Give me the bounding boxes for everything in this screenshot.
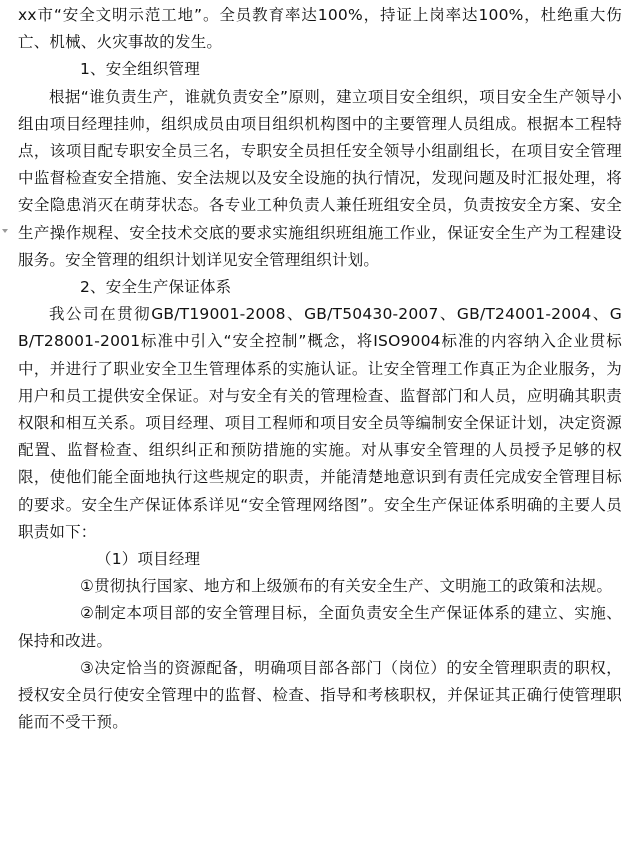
intro-paragraph: xx市“安全文明示范工地”。全员教育率达100%，持证上岗率达100%，杜绝重大伤亡、机械、火灾事故的发生。: [18, 6, 622, 52]
list-item: ②制定本项目部的安全管理目标，全面负责安全生产保证体系的建立、实施、保持和改进。: [18, 604, 622, 650]
section-heading-safety-assurance-system: 2、安全生产保证体系: [80, 278, 232, 297]
section-heading-safety-organization: 1、安全组织管理: [80, 60, 200, 79]
margin-marker-icon: [2, 229, 8, 233]
subheading-project-manager: （1）项目经理: [96, 550, 201, 569]
document-body: [18, 2, 622, 736]
list-item: ①贯彻执行国家、地方和上级颁布的有关安全生产、文明施工的政策和法规。: [80, 577, 613, 596]
safety-assurance-paragraph: 我公司在贯彻GB/T19001-2008、GB/T50430-2007、GB/T24001-2004、GB/T28001-2001标准中引入“安全控制”概念，将ISO9004标准的内容纳入企业贯标中，并进行了职业安全卫生管理体系的实施认证。让安全管理工作真正为企业服务，为用户和员工提供安全保证。对与安全有关的管理检查、监督部门和人员，应明确其职责权限和相互关系。项目经理、项目工程师和项目安全员等编制安全保证计划，决定资源配置、监督检查、组织纠正和预防措施的实施。对从事安全管理的人员授予足够的权限，使他们能全面地执行这些规定的职责，并能清楚地意识到有责任完成安全管理目标的要求。安全生产保证体系详见“安全管理网络图”。安全生产保证体系明确的主要人员职责如下：: [18, 305, 622, 541]
list-item: ③决定恰当的资源配备，明确项目部各部门（岗位）的安全管理职责的职权，授权安全员行使安全管理中的监督、检查、指导和考核职权，并保证其正确行使管理职能而不受干预。: [18, 658, 622, 732]
safety-organization-paragraph: 根据“谁负责生产，谁就负责安全”原则，建立项目安全组织，项目安全生产领导小组由项目经理挂帅，组织成员由项目组织机构图中的主要管理人员组成。根据本工程特点，该项目配专职安全员三名，专职安全员担任安全领导小组副组长，在项目安全管理中监督检查安全措施、安全法规以及安全设施的执行情况，发现问题及时汇报处理，将安全隐患消灭在萌芽状态。各专业工种负责人兼任班组安全员，负责按安全方案、安全生产操作规程、安全技术交底的要求实施组织班组施工作业，保证安全生产为工程建设服务。安全管理的组织计划详见安全管理组织计划。: [18, 87, 622, 269]
